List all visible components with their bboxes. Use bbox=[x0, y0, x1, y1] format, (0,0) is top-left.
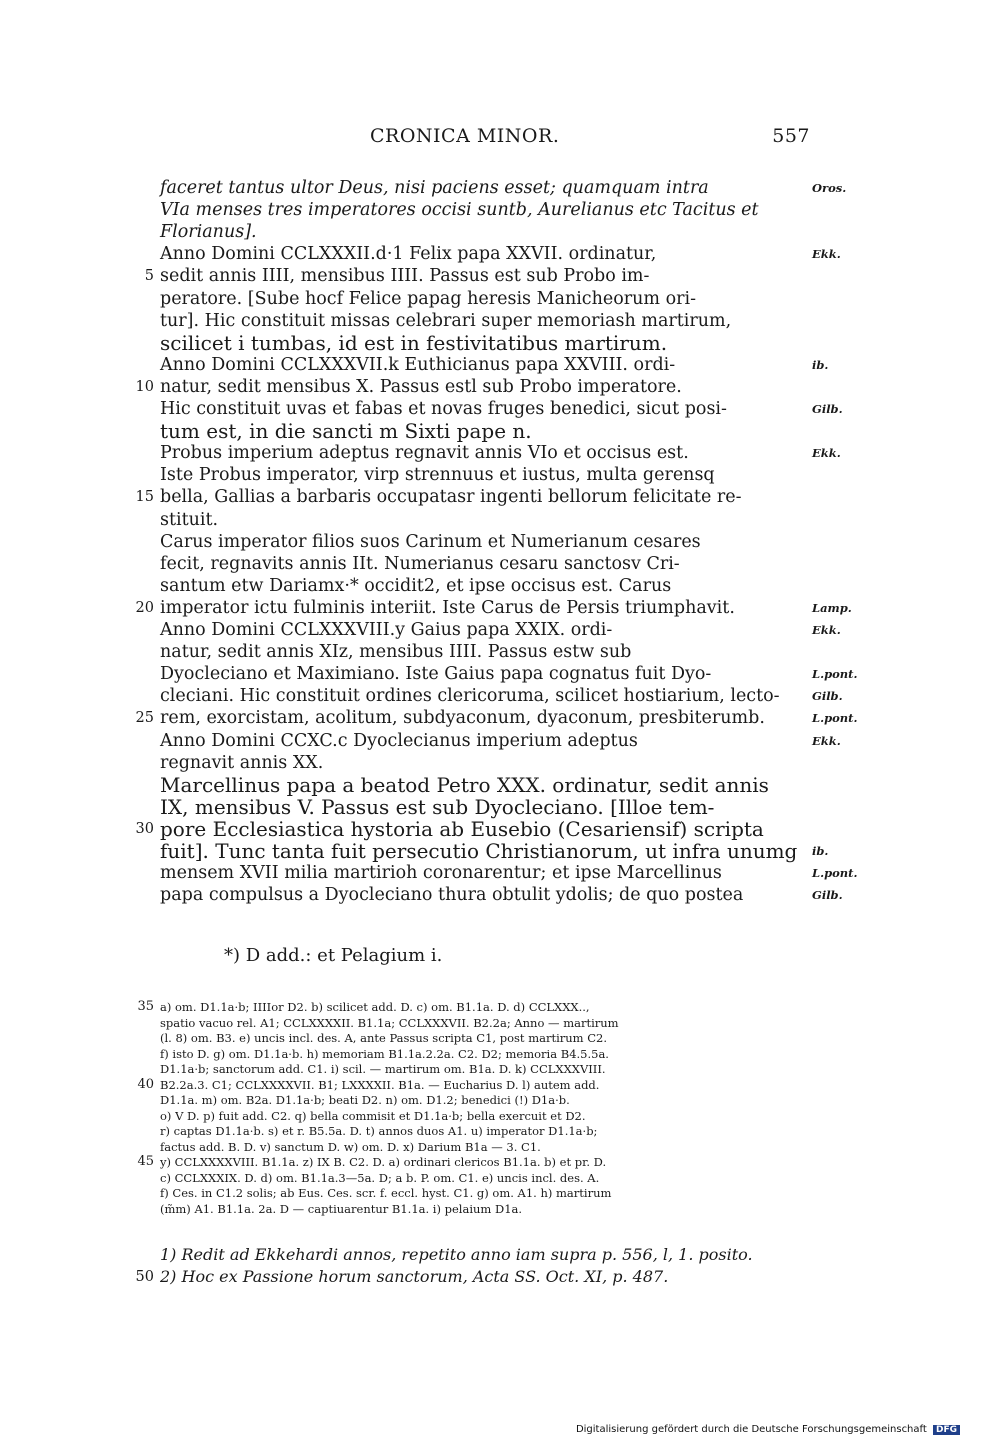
text-line: VIa menses tres imperatores occisi suntb, Aurelianus etc Tacitus et bbox=[160, 200, 759, 221]
text-line: fecit, regnavits annis IIt. Numerianus cesaru sanctosv Cri- bbox=[160, 553, 680, 574]
text-line: Marcellinus papa a beatod Petro XXX. ordinatur, sedit annis bbox=[160, 772, 769, 797]
line-number: 25 bbox=[135, 710, 154, 727]
line-number: 15 bbox=[135, 489, 154, 506]
page-number: 557 bbox=[772, 125, 810, 147]
text-line: papa compulsus a Dyocleciano thura obtulit ydolis; de quo postea bbox=[160, 885, 744, 906]
margin-source: Gilb. bbox=[812, 888, 843, 903]
line-number: 40 bbox=[137, 1076, 154, 1092]
margin-source: L.pont. bbox=[812, 866, 858, 881]
margin-source: Lamp. bbox=[812, 600, 852, 615]
apparatus-line: spatio vacuo rel. A1; CCLXXXXII. B1.1a; CCLXXXVII. B2.2a; Anno — martirum bbox=[160, 1015, 619, 1030]
text-line: regnavit annis XX. bbox=[160, 752, 324, 773]
apparatus-line: f) Ces. in C1.2 solis; ab Eus. Ces. scr. f. eccl. hyst. C1. g) om. A1. h) martirum bbox=[160, 1186, 612, 1200]
text-line: Anno Domini CCLXXXVIII.y Gaius papa XXIX. ordi- bbox=[160, 620, 613, 640]
apparatus-line: a) om. D1.1a·b; IIIIor D2. b) scilicet add. D. c) om. B1.1a. D. d) CCLXXX.., bbox=[160, 1000, 590, 1014]
text-line: IX, mensibus V. Passus est sub Dyocleciano. [Illoe tem- bbox=[160, 794, 715, 819]
text-line: rem, exorcistam, acolitum, subdyaconum, dyaconum, presbiterumb. bbox=[160, 708, 765, 729]
margin-source: L.pont. bbox=[812, 667, 858, 682]
line-number: 20 bbox=[135, 599, 154, 616]
text-line: Probus imperium adeptus regnavit annis VIo et occisus est. bbox=[160, 443, 689, 464]
text-line: stituit. bbox=[160, 509, 219, 530]
margin-source: L.pont. bbox=[812, 711, 858, 726]
dfg-logo: DFG bbox=[933, 1425, 960, 1435]
funding-text: Digitalisierung gefördert durch die Deutsche Forschungsgemeinschaft bbox=[575, 1424, 927, 1435]
margin-source: Ekk. bbox=[812, 733, 841, 748]
apparatus-line: c) CCLXXXIX. D. d) om. B1.1a.3—5a. D; a b. P. om. C1. e) uncis incl. des. A. bbox=[160, 1170, 600, 1185]
apparatus-line: (l. 8) om. B3. e) uncis incl. des. A, ante Passus scripta C1, post martirum C2. bbox=[160, 1031, 607, 1045]
text-line: mensem XVII milia martirioh coronarentur; et ipse Marcellinus bbox=[160, 863, 722, 884]
text-line: sedit annis IIII, mensibus IIII. Passus est sub Probo im- bbox=[160, 266, 650, 287]
text-line: Florianus]. bbox=[160, 222, 257, 243]
text-line: pore Ecclesiastica hystoria ab Eusebio (Cesariensif) scripta bbox=[160, 816, 764, 841]
text-line: natur, sedit mensibus X. Passus estl sub Probo imperatore. bbox=[160, 376, 682, 397]
margin-source: Ekk. bbox=[812, 623, 841, 637]
text-line: scilicet i tumbas, id est in festivitatibus martirum. bbox=[160, 330, 668, 355]
apparatus-line: y) CCLXXXXVIII. B1.1a. z) IX B. C2. D. a) ordinari clericos B1.1a. b) et pr. D. bbox=[160, 1155, 607, 1169]
apparatus-line: D1.1a. m) om. B2a. D1.1a·b; beati D2. n) om. D1.2; benedici (!) D1a·b. bbox=[160, 1093, 570, 1107]
text-line: Anno Domini CCXC.c Dyoclecianus imperium adeptus bbox=[160, 730, 638, 751]
margin-source: Ekk. bbox=[812, 247, 841, 262]
star-note: *) D add.: et Pelagium i. bbox=[224, 945, 443, 966]
margin-source: Gilb. bbox=[812, 402, 843, 416]
margin-source: ib. bbox=[812, 357, 829, 372]
text-line: peratore. [Sube hocf Felice papag heresis Manicheorum ori- bbox=[160, 288, 696, 309]
margin-source: Oros. bbox=[812, 181, 847, 195]
apparatus-line: o) V D. p) fuit add. C2. q) bella commisit et D1.1a·b; bella exercuit et D2. bbox=[160, 1108, 586, 1123]
margin-source: ib. bbox=[812, 844, 829, 858]
text-line: natur, sedit annis XIz, mensibus IIII. Passus estw sub bbox=[160, 642, 632, 663]
text-line: Anno Domini CCLXXXVII.k Euthicianus papa XXVIII. ordi- bbox=[160, 354, 676, 375]
note-line: 1) Redit ad Ekkehardi annos, repetito anno iam supra p. 556, l, 1. posito. bbox=[160, 1245, 753, 1264]
text-line: tur]. Hic constituit missas celebrari super memoriash martirum, bbox=[160, 310, 732, 331]
apparatus-line: f) isto D. g) om. D1.1a·b. h) memoriam B1.1a.2.2a. C2. D2; memoria B4.5.5a. bbox=[160, 1046, 609, 1061]
text-line: cleciani. Hic constituit ordines clericoruma, scilicet hostiarium, lecto- bbox=[160, 686, 780, 707]
text-line: Iste Probus imperator, virp strennuus et iustus, multa gerensq bbox=[160, 465, 715, 486]
line-number: 10 bbox=[135, 378, 154, 395]
apparatus-line: (m̃m) A1. B1.1a. 2a. D — captiuarentur B1.1a. i) pelaium D1a. bbox=[160, 1201, 523, 1216]
text-line: fuit]. Tunc tanta fuit persecutio Christianorum, ut infra unumg bbox=[160, 839, 798, 863]
text-line: Carus imperator filios suos Carinum et Numerianum cesares bbox=[160, 531, 701, 552]
note-line: 2) Hoc ex Passione horum sanctorum, Acta SS. Oct. XI, p. 487. bbox=[160, 1267, 669, 1286]
text-line: bella, Gallias a barbaris occupatasr ingenti bellorum felicitate re- bbox=[160, 487, 742, 508]
apparatus-line: r) captas D1.1a·b. s) et r. B5.5a. D. t) annos duos A1. u) imperator D1.1a·b; bbox=[160, 1124, 598, 1138]
text-line: santum etw Dariamx·* occidit2, et ipse occisus est. Carus bbox=[160, 575, 672, 596]
apparatus-line: D1.1a·b; sanctorum add. C1. i) scil. — martirum om. B1a. D. k) CCLXXXVIII. bbox=[160, 1062, 606, 1076]
text-line: Hic constituit uvas et fabas et novas fruges benedici, sicut posi- bbox=[160, 399, 727, 419]
margin-source: Ekk. bbox=[812, 446, 841, 461]
text-line: faceret tantus ultor Deus, nisi paciens esset; quamquam intra bbox=[160, 178, 709, 198]
text-line: Anno Domini CCLXXXII.d·1 Felix papa XXVII. ordinatur, bbox=[160, 244, 657, 265]
text-line: Dyocleciano et Maximiano. Iste Gaius papa cognatus fuit Dyo- bbox=[160, 664, 712, 685]
line-number: 35 bbox=[137, 999, 154, 1014]
line-number: 5 bbox=[144, 268, 154, 285]
line-number: 45 bbox=[137, 1154, 154, 1169]
line-number: 30 bbox=[135, 820, 154, 837]
apparatus-line: B2.2a.3. C1; CCLXXXXVII. B1; LXXXXII. B1a. — Eucharius D. l) autem add. bbox=[160, 1077, 600, 1092]
line-number: 50 bbox=[135, 1269, 154, 1285]
text-line: tum est, in die sancti m Sixti pape n. bbox=[160, 419, 532, 444]
margin-source: Gilb. bbox=[812, 689, 843, 704]
funding-footer bbox=[576, 1424, 960, 1435]
apparatus-line: factus add. B. D. v) sanctum D. w) om. D. x) Darium B1a — 3. C1. bbox=[160, 1139, 541, 1154]
page-title: CRONICA MINOR. bbox=[370, 125, 560, 147]
text-line: imperator ictu fulminis interiit. Iste Carus de Persis triumphavit. bbox=[160, 597, 735, 618]
